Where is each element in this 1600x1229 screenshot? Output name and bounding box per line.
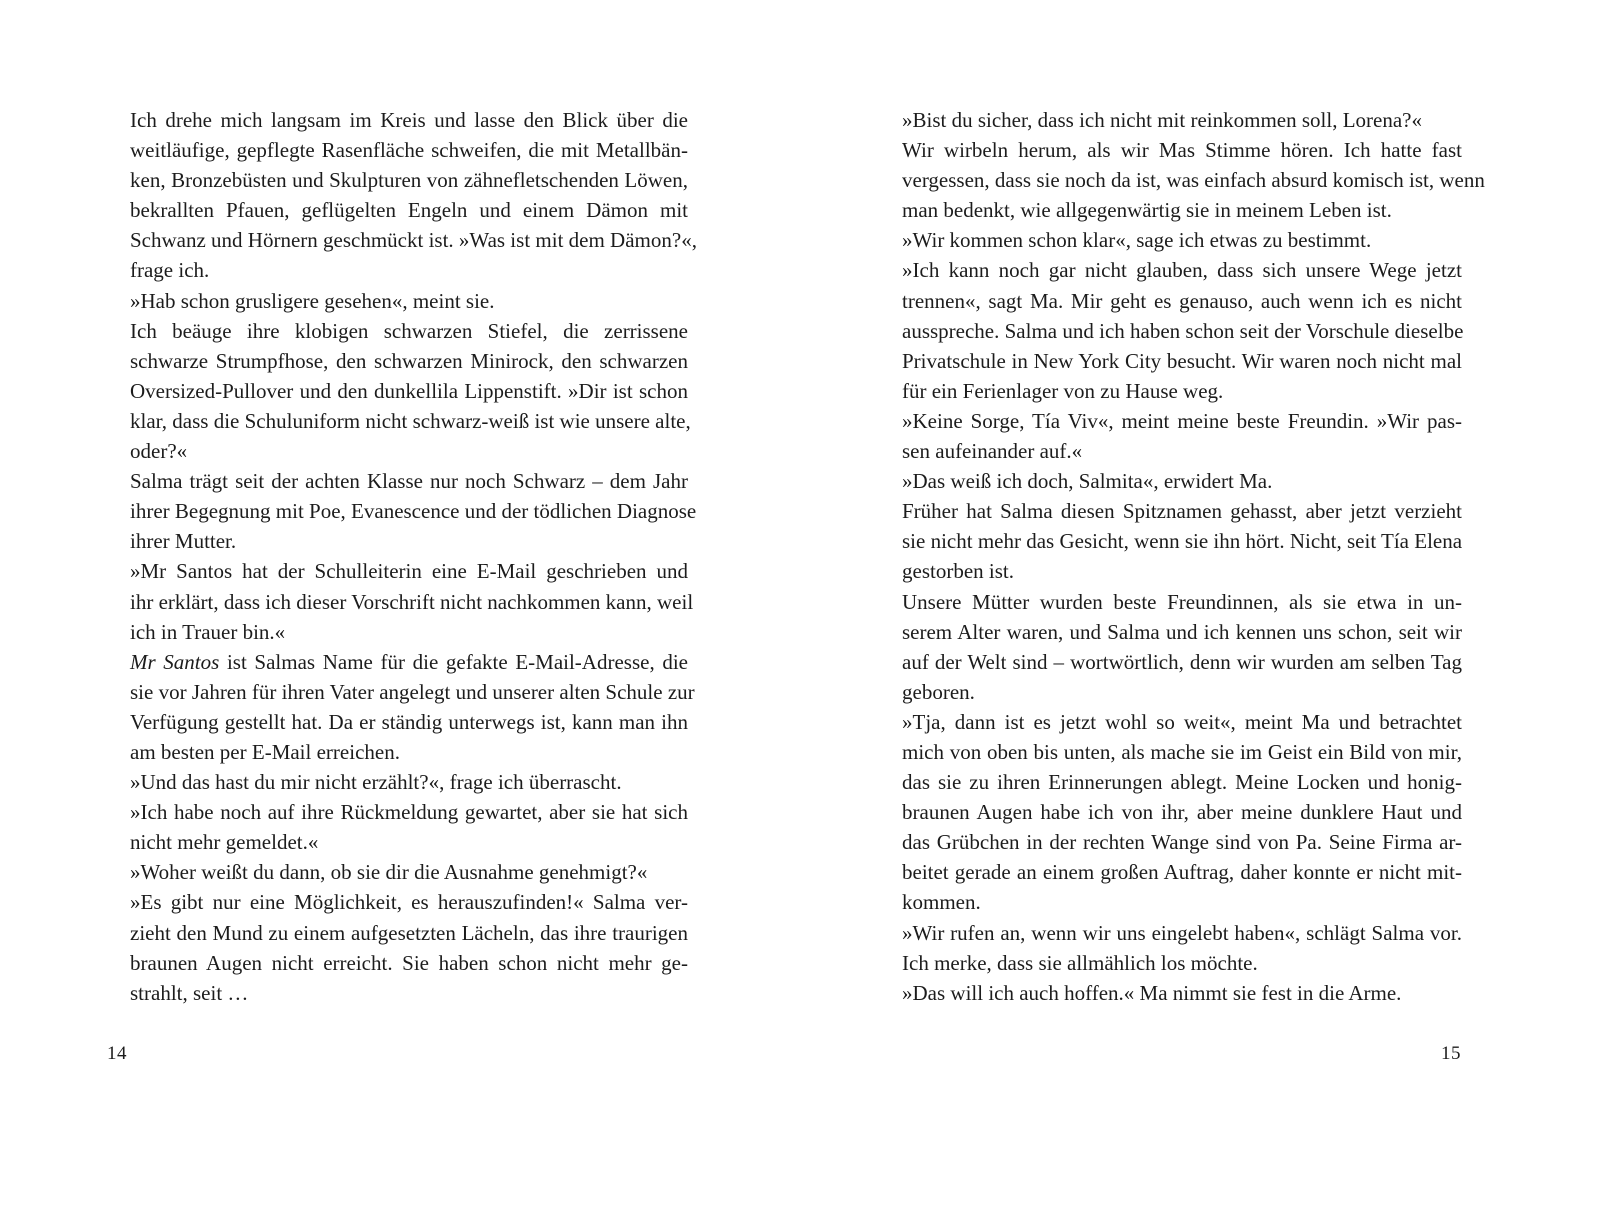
text-line: »Bist du sicher, dass ich nicht mit reinkommen soll, Lorena?« (902, 108, 1422, 132)
text-line: Salma trägt seit der achten Klasse nur noch Schwarz – dem Jahr (130, 469, 688, 494)
text-line: »Mr Santos hat der Schulleiterin eine E-Mail geschrieben und (130, 559, 688, 584)
text-line: schwarze Strumpfhose, den schwarzen Minirock, den schwarzen (130, 348, 688, 373)
text-line: zieht den Mund zu einem aufgesetzten Lächeln, das ihre traurigen (130, 920, 688, 945)
text-line: serem Alter waren, und Salma und ich kennen uns schon, seit wir (902, 619, 1462, 644)
paragraph (880, 225, 1462, 255)
text-line: ihrer Mutter. (130, 529, 237, 554)
text-line: »Woher weißt du dann, ob sie dir die Ausnahme genehmigt?« (130, 860, 648, 885)
paragraph (880, 978, 1462, 1008)
page-number-right: 15 (1441, 1043, 1461, 1064)
text-line: oder?« (130, 439, 188, 464)
text-line: das Grübchen in der rechten Wange sind von Pa. Seine Firma ar- (902, 830, 1462, 855)
text-line: sie nicht mehr das Gesicht, wenn sie ihn hört. Nicht, seit Tía Elena (902, 529, 1463, 554)
page-number-left: 14 (107, 1043, 127, 1064)
text-line: »Wir rufen an, wenn wir uns eingelebt haben«, schlägt Salma vor. (902, 920, 1462, 945)
text-line: mich von oben bis unten, als mache sie im Geist ein Bild von mir, (902, 739, 1462, 764)
paragraph (108, 887, 688, 1007)
paragraph (108, 767, 688, 797)
paragraph (880, 406, 1462, 466)
text-line: klar, dass die Schuluniform nicht schwarz-weiß ist wie unsere alte, (130, 408, 691, 433)
left-page-text (108, 105, 697, 1008)
text-line: Ich beäuge ihre klobigen schwarzen Stiefel, die zerrissene (130, 318, 688, 343)
text-line: »Keine Sorge, Tía Viv«, meint meine beste Freundin. »Wir pas- (902, 408, 1462, 433)
text-line: für ein Ferienlager von zu Hause weg. (902, 378, 1224, 403)
paragraph (880, 707, 1462, 918)
text-line: ausspreche. Salma und ich haben schon seit der Vorschule dieselbe (902, 318, 1464, 343)
text-line: »Tja, dann ist es jetzt wohl so weit«, meint Ma und betrachtet (902, 709, 1462, 734)
paragraph (880, 105, 1462, 135)
right-page-text (880, 105, 1485, 1008)
text-line: »Und das hast du mir nicht erzählt?«, frage ich überrascht. (130, 770, 622, 795)
text-line: kommen. (902, 890, 981, 915)
text-line: frage ich. (130, 258, 210, 283)
text-line: Verfügung gestellt hat. Da er ständig unterwegs ist, kann man ihn (130, 709, 688, 734)
text-line: Ich merke, dass sie allmählich los möchte. (902, 950, 1258, 975)
text-line: nicht mehr gemeldet.« (130, 830, 319, 855)
text-line: Unsere Mütter wurden beste Freundinnen, als sie etwa in un- (902, 589, 1462, 614)
text-line: »Das weiß ich doch, Salmita«, erwidert Ma. (902, 469, 1273, 494)
text-line: braunen Augen habe ich von ihr, aber meine dunklere Haut und (902, 800, 1462, 825)
text-line: gestorben ist. (902, 559, 1014, 584)
paragraph (880, 918, 1462, 978)
text-line: ich in Trauer bin.« (130, 619, 286, 644)
paragraph (880, 255, 1462, 405)
text-line: am besten per E-Mail erreichen. (130, 739, 400, 764)
paragraph (108, 857, 688, 887)
text-line (108, 647, 688, 677)
text-line: man bedenkt, wie allgegenwärtig sie in meinem Leben ist. (902, 198, 1392, 223)
paragraph (108, 797, 688, 857)
text-line: »Wir kommen schon klar«, sage ich etwas zu bestimmt. (902, 228, 1372, 253)
paragraph (108, 286, 688, 316)
text-line: Wir wirbeln herum, als wir Mas Stimme hören. Ich hatte fast (902, 138, 1462, 163)
text-line: bekrallten Pfauen, geflügelten Engeln und einem Dämon mit (130, 198, 688, 223)
text-line: »Ich habe noch auf ihre Rückmeldung gewartet, aber sie hat sich (130, 800, 688, 825)
text-line: braunen Augen nicht erreicht. Sie haben schon nicht mehr ge- (130, 950, 688, 975)
text-line: Früher hat Salma diesen Spitznamen gehasst, aber jetzt verzieht (902, 499, 1462, 524)
text-line: vergessen, dass sie noch da ist, was einfach absurd komisch ist, wenn (902, 168, 1485, 193)
text-line: strahlt, seit … (130, 980, 249, 1005)
paragraph (108, 466, 697, 556)
text-line: auf der Welt sind – wortwörtlich, denn wir wurden am selben Tag (902, 649, 1462, 674)
text-line: weitläufige, gepflegte Rasenfläche schweifen, die mit Metallbän- (130, 138, 688, 163)
text-line: geboren. (902, 679, 975, 704)
text-line: »Das will ich auch hoffen.« Ma nimmt sie fest in die Arme. (902, 980, 1402, 1005)
italic-name: Mr Santos (130, 649, 220, 674)
text-line: trennen«, sagt Ma. Mir geht es genauso, auch wenn ich es nicht (902, 288, 1462, 313)
text-line: Oversized-Pullover und den dunkellila Lippenstift. »Dir ist schon (130, 378, 688, 403)
text-line: Schwanz und Hörnern geschmückt ist. »Was ist mit dem Dämon?«, (130, 228, 697, 253)
text-line: sen aufeinander auf.« (902, 439, 1083, 464)
text-line: ken, Bronzebüsten und Skulpturen von zähnefletschenden Löwen, (130, 168, 688, 193)
paragraph (880, 587, 1462, 707)
text-line: ihr erklärt, dass ich dieser Vorschrift nicht nachkommen kann, weil (130, 589, 694, 614)
text-line: »Ich kann noch gar nicht glauben, dass sich unsere Wege jetzt (902, 258, 1462, 283)
paragraph (880, 466, 1462, 496)
paragraph (108, 105, 697, 286)
text-line: »Es gibt nur eine Möglichkeit, es herauszufinden!« Salma ver- (130, 890, 688, 915)
text-line: das sie zu ihren Erinnerungen ablegt. Meine Locken und honig- (902, 770, 1462, 795)
paragraph (880, 496, 1462, 586)
text-fragment: ist Salmas Name für die gefakte E-Mail-Adresse, die (219, 649, 688, 674)
text-line: sie vor Jahren für ihren Vater angelegt und unserer alten Schule zur (130, 679, 695, 704)
paragraph (108, 316, 691, 466)
text-line: beitet gerade an einem großen Auftrag, daher konnte er nicht mit- (902, 860, 1462, 885)
text-line: Privatschule in New York City besucht. Wir waren noch nicht mal (902, 348, 1462, 373)
paragraph (108, 647, 695, 767)
paragraph (880, 135, 1485, 225)
paragraph (108, 556, 694, 646)
text-line: ihrer Begegnung mit Poe, Evanescence und der tödlichen Diagnose (130, 499, 697, 524)
text-line: »Hab schon grusligere gesehen«, meint sie. (130, 288, 495, 313)
text-line: Ich drehe mich langsam im Kreis und lasse den Blick über die (130, 108, 688, 132)
